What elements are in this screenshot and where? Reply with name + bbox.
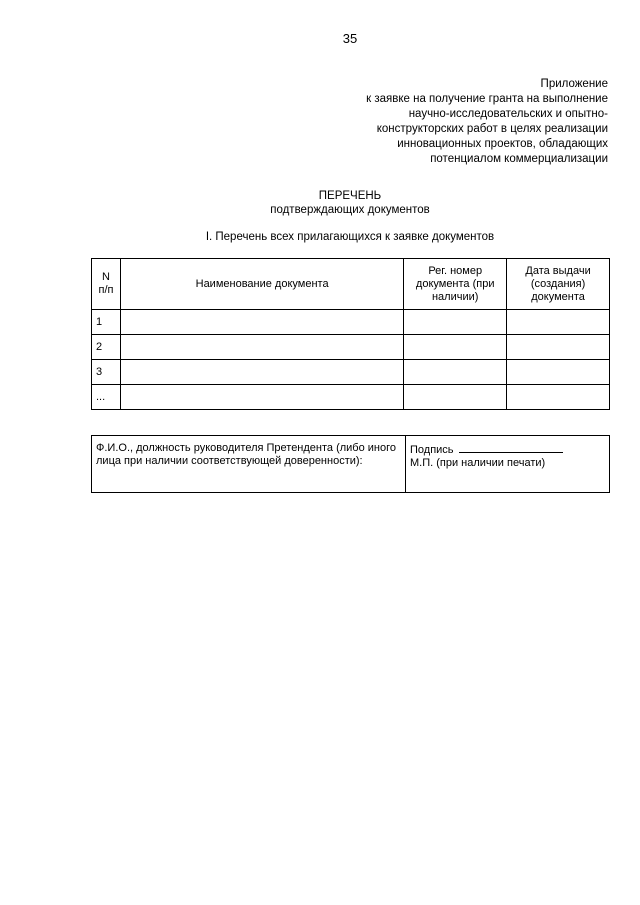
signature-cell bbox=[406, 436, 610, 493]
signatory-label: Ф.И.О., должность руководителя Претендента (либо иного лица при наличии соответствующей доверенности): bbox=[92, 436, 406, 493]
cell-name[interactable] bbox=[120, 385, 403, 410]
appendix-line: потенциалом коммерциализации bbox=[430, 153, 608, 165]
cell-num: 2 bbox=[92, 335, 121, 360]
cell-reg[interactable] bbox=[404, 335, 507, 360]
header-reg: Рег. номер документа (при наличии) bbox=[404, 259, 507, 310]
documents-table bbox=[91, 258, 610, 410]
cell-date[interactable] bbox=[507, 310, 610, 335]
header-num: N п/п bbox=[92, 259, 121, 310]
signature-line[interactable] bbox=[459, 442, 563, 453]
title-main: ПЕРЕЧЕНЬ bbox=[318, 190, 382, 202]
cell-reg[interactable] bbox=[404, 385, 507, 410]
table-row bbox=[92, 310, 610, 335]
cell-num: 3 bbox=[92, 360, 121, 385]
cell-date[interactable] bbox=[507, 335, 610, 360]
header-name: Наименование документа bbox=[120, 259, 403, 310]
appendix-line: Приложение bbox=[540, 78, 608, 90]
cell-num: ... bbox=[92, 385, 121, 410]
cell-num: 1 bbox=[92, 310, 121, 335]
cell-reg[interactable] bbox=[404, 310, 507, 335]
cell-name[interactable] bbox=[120, 310, 403, 335]
cell-date[interactable] bbox=[507, 385, 610, 410]
table-row bbox=[92, 360, 610, 385]
cell-name[interactable] bbox=[120, 360, 403, 385]
page-number: 35 bbox=[342, 31, 358, 46]
signature-table bbox=[91, 435, 610, 493]
appendix-line: конструкторских работ в целях реализации bbox=[376, 123, 608, 135]
appendix-line: научно-исследовательских и опытно- bbox=[408, 108, 608, 120]
seal-label: М.П. (при наличии печати) bbox=[410, 457, 546, 469]
appendix-line: к заявке на получение гранта на выполнение bbox=[366, 93, 608, 105]
cell-name[interactable] bbox=[120, 335, 403, 360]
signature-row bbox=[92, 436, 610, 493]
section-title: I. Перечень всех прилагающихся к заявке документов bbox=[205, 231, 495, 243]
appendix-line: инновационных проектов, обладающих bbox=[397, 138, 608, 150]
signature-field bbox=[410, 442, 605, 457]
document-title bbox=[0, 189, 640, 217]
header-date: Дата выдачи (создания) документа bbox=[507, 259, 610, 310]
appendix-note bbox=[308, 77, 608, 167]
cell-date[interactable] bbox=[507, 360, 610, 385]
cell-reg[interactable] bbox=[404, 360, 507, 385]
title-sub: подтверждающих документов bbox=[270, 204, 430, 216]
table-header-row bbox=[92, 259, 610, 310]
signature-label: Подпись bbox=[410, 444, 454, 456]
table-row bbox=[92, 385, 610, 410]
table-row bbox=[92, 335, 610, 360]
